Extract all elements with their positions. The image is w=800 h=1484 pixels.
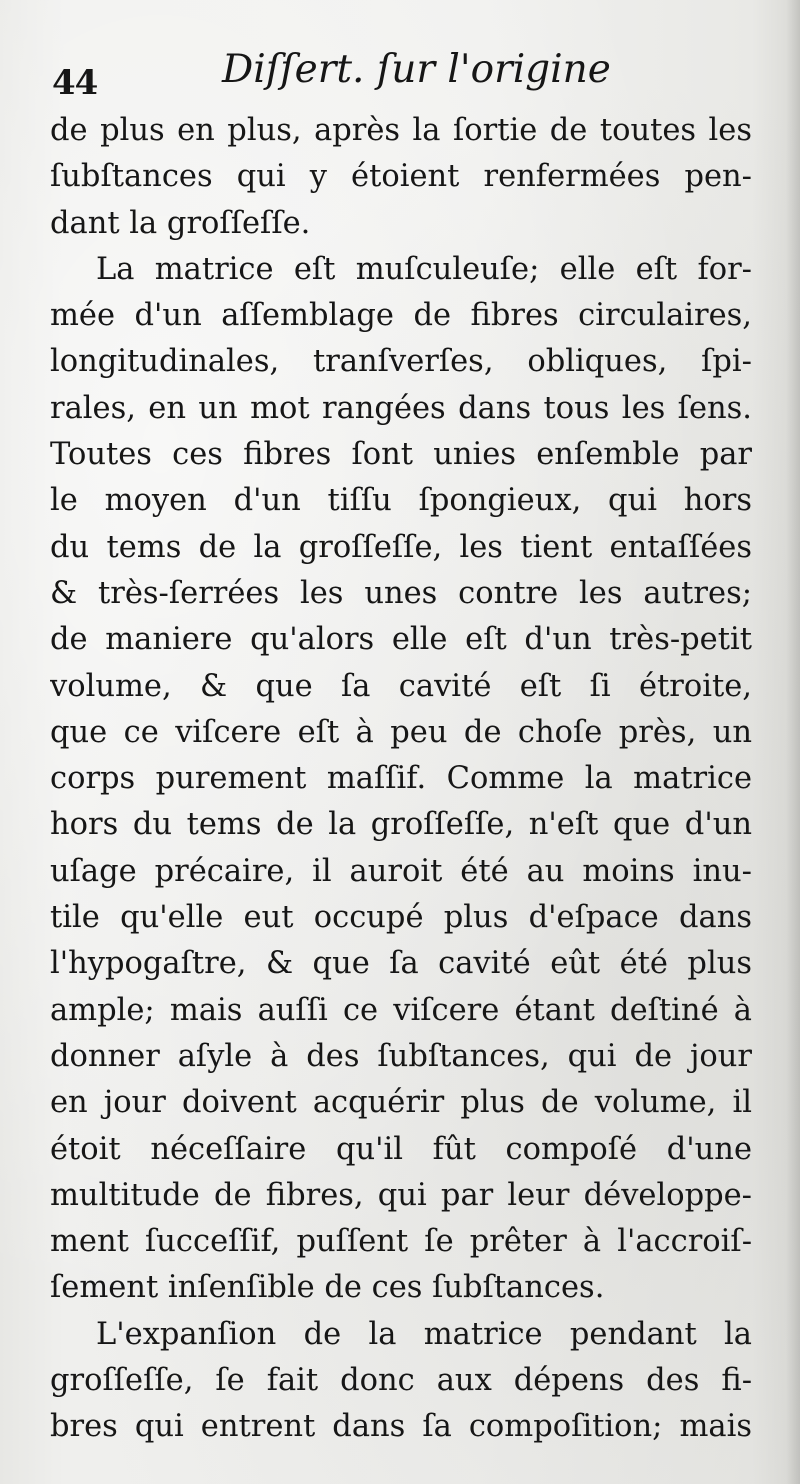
text-line: multitude de fibres, qui par leur développe- bbox=[50, 1177, 752, 1213]
text-line: Toutes ces fibres ſont unies enſemble par bbox=[50, 437, 752, 473]
page-edge-shadow bbox=[786, 0, 800, 1484]
text-line: & très-ſerrées les unes contre les autres; bbox=[50, 575, 752, 611]
running-head: Diſſert. ſur l'origine bbox=[222, 47, 611, 92]
text-line: de maniere qu'alors elle eſt d'un très-petit bbox=[50, 622, 752, 658]
text-line: uſage précaire, il auroit été au moins inu- bbox=[50, 853, 752, 889]
text-line: de plus en plus, après la ſortie de toutes les bbox=[50, 113, 752, 148]
page-number: 44 bbox=[52, 63, 98, 103]
text-line: l'hypogaſtre, & que ſa cavité eût été plus bbox=[50, 946, 752, 982]
text-line: tile qu'elle eut occupé plus d'eſpace dans bbox=[50, 900, 752, 936]
text-line: groſſeſſe, ſe fait donc aux dépens des fi- bbox=[50, 1363, 752, 1399]
text-line: donner aſyle à des ſubſtances, qui de jour bbox=[50, 1038, 752, 1074]
text-line: dant la groſſeſſe. bbox=[50, 205, 311, 241]
text-line: en jour doivent acquérir plus de volume, il bbox=[50, 1085, 752, 1121]
text-line: ample; mais auſſi ce viſcere étant deſtiné à bbox=[50, 992, 752, 1028]
text-line: volume, & que ſa cavité eſt ſi étroite, bbox=[50, 668, 752, 704]
text-line: ſement inſenſible de ces ſubſtances. bbox=[50, 1270, 605, 1306]
text-line: étoit néceſſaire qu'il fût compoſé d'une bbox=[50, 1131, 752, 1167]
text-line: que ce viſcere eſt à peu de choſe près, un bbox=[50, 714, 752, 750]
text-line: hors du tems de la groſſeſſe, n'eſt que d'un bbox=[50, 807, 752, 843]
body-text bbox=[50, 108, 752, 1451]
text-line: rales, en un mot rangées dans tous les ſens. bbox=[50, 390, 752, 426]
text-line: ſubſtances qui y étoient renfermées pen- bbox=[50, 159, 752, 195]
text-line: ment ſucceſſif, puſſent ſe prêter à l'accroiſ- bbox=[50, 1224, 752, 1260]
text-line: bres qui entrent dans ſa compoſition; mais bbox=[50, 1409, 752, 1445]
text-line: longitudinales, tranſverſes, obliques, ſpi- bbox=[50, 344, 752, 380]
text-line: La matrice eſt muſculeuſe; elle eſt for- bbox=[96, 251, 752, 287]
text-line: L'expanſion de la matrice pendant la bbox=[96, 1316, 752, 1352]
text-line: mée d'un aſſemblage de fibres circulaires, bbox=[50, 298, 752, 334]
text-line: le moyen d'un tiſſu ſpongieux, qui hors bbox=[50, 483, 752, 519]
text-line: du tems de la groſſeſſe, les tient entaſſées bbox=[50, 529, 752, 565]
text-line: corps purement maſſif. Comme la matrice bbox=[50, 761, 752, 797]
